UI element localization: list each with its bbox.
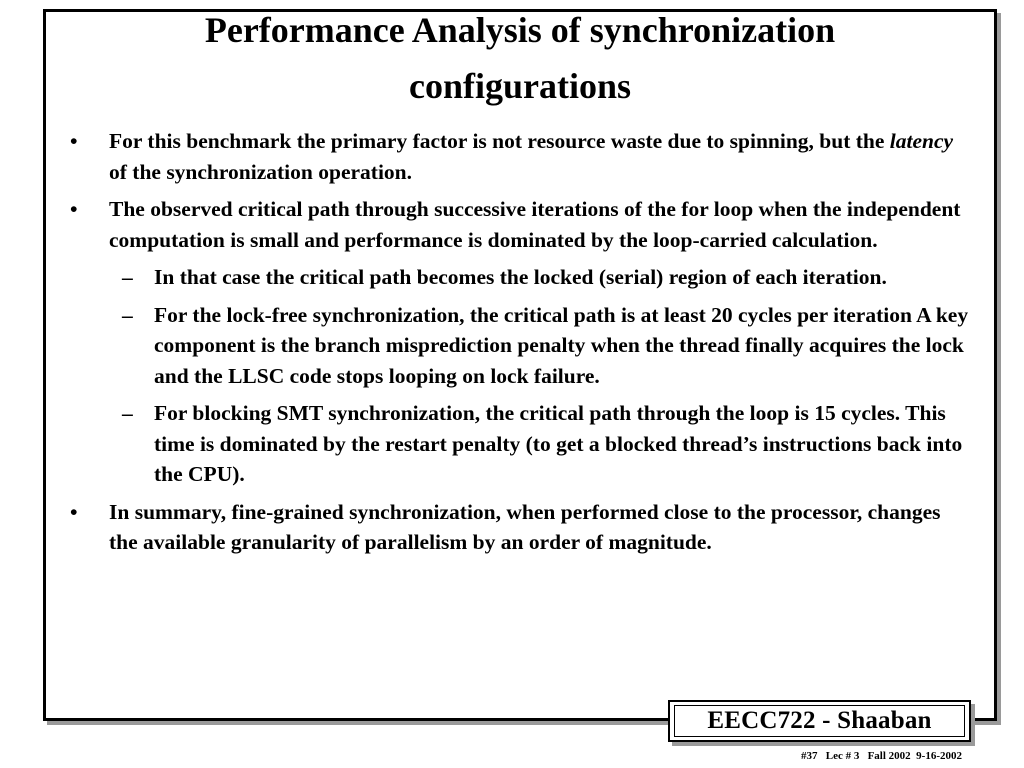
bullet-item (70, 126, 970, 187)
slide-content (70, 126, 970, 565)
sub-bullet-marker: – (122, 265, 133, 289)
sub-bullet-text: In that case the critical path becomes the locked (serial) region of each iteration. (154, 265, 887, 289)
sub-bullet-marker: – (122, 302, 133, 327)
bullet-marker: • (70, 499, 78, 524)
title-line-2: configurations (408, 66, 631, 106)
slide-title (60, 2, 980, 114)
bullet-text: The observed critical path through successive iterations of the for loop when the independent computation is small and performance is dominated by the loop-carried calculation. (109, 197, 961, 252)
sub-bullet-item (70, 300, 970, 392)
bullet-text: For this benchmark the primary factor is not resource waste due to spinning, but the (109, 129, 890, 153)
course-label: EECC722 - Shaaban (674, 705, 965, 737)
bullet-text: In summary, fine-grained synchronization, when performed close to the processor, changes the available granularity of parallelism by an order of magnitude. (109, 499, 941, 554)
bullet-item (70, 194, 970, 255)
bullet-marker: • (70, 129, 78, 153)
sub-bullet-item (70, 262, 970, 293)
title-line-1: Performance Analysis of synchronization (204, 10, 836, 50)
course-label-box (668, 700, 971, 742)
sub-bullet-item (70, 398, 970, 490)
sub-bullet-marker: – (122, 401, 133, 425)
bullet-marker: • (70, 197, 78, 221)
sub-bullet-text: For blocking SMT synchronization, the critical path through the loop is 15 cycles. This time is dominated by the restart penalty (to get a blocked thread’s instructions back into the CPU). (154, 401, 963, 486)
slide-meta: #37 Lec # 3 Fall 2002 9-16-2002 (800, 750, 962, 762)
emphasis-latency: latency (889, 129, 954, 153)
sub-bullet-text: For the lock-free synchronization, the critical path is at least 20 cycles per iteration A key component is the branch misprediction penalty when the thread finally acquires the lock and the LLSC code stops looping on lock failure. (154, 302, 969, 388)
bullet-item (70, 497, 970, 558)
bullet-text: of the synchronization operation. (109, 159, 412, 184)
